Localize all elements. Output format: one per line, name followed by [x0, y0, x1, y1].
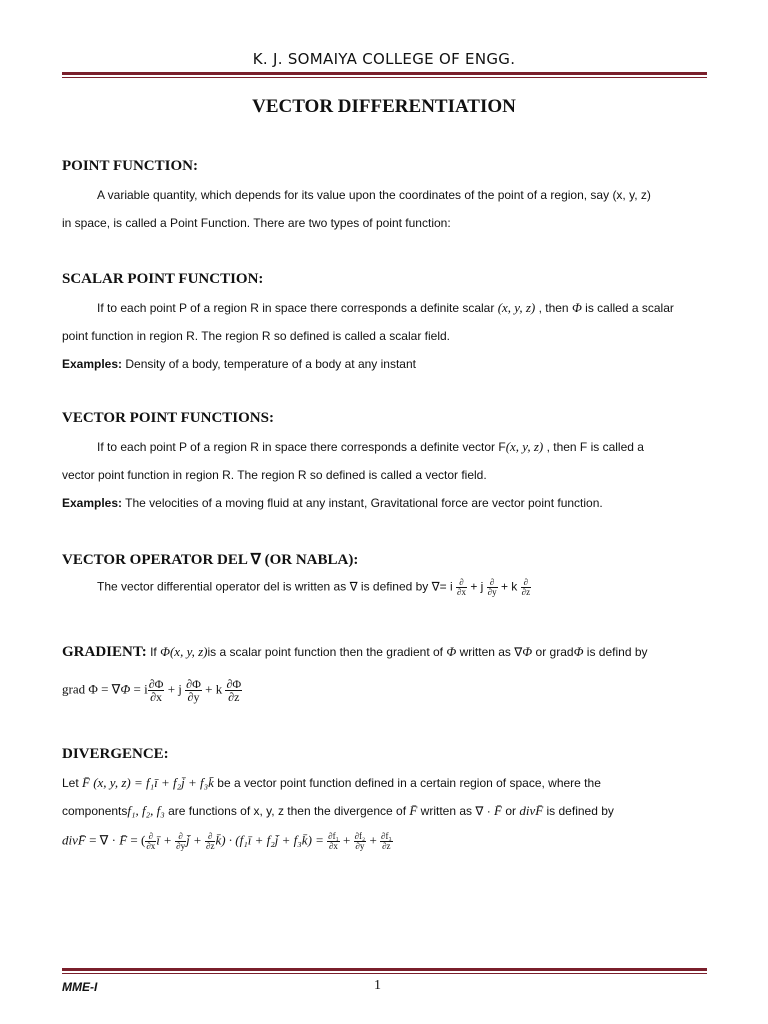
- vector-coords: (x, y, z): [505, 439, 544, 454]
- vector-line-2: vector point function in region R. The region R so defined is called a vector field.: [62, 468, 487, 482]
- point-function-line-2: in space, is called a Point Function. There are two types of point function:: [62, 216, 451, 230]
- scalar-coords: (x, y, z): [497, 300, 536, 315]
- vector-field-expression: F̄ (x, y, z) = f₁ī + f₂j̄ + f₃k̄: [82, 775, 214, 790]
- heading-point-function: POINT FUNCTION:: [62, 158, 198, 174]
- div-df2-dy: $\frac{\text{∂f₂}}{\partial y}$: [354, 831, 366, 851]
- heading-del-operator: VECTOR OPERATOR DEL ∇ (OR NABLA):: [62, 552, 359, 568]
- college-header: K. J. SOMAIYA COLLEGE OF ENGG.: [252, 50, 516, 68]
- div-df1-dx: $\frac{\text{∂f₁}}{\partial x}$: [328, 831, 339, 851]
- del-dz-fraction: $\frac{\partial}{\partial z}$: [521, 577, 531, 597]
- del-dx-fraction: $\frac{\partial}{\partial x}$: [457, 577, 466, 597]
- footer-rule: [62, 968, 707, 974]
- page-number: 1: [374, 978, 381, 993]
- page-title: VECTOR DIFFERENTIATION: [252, 96, 516, 117]
- div-op-dy: $\frac{\partial}{\partial y}$: [176, 831, 186, 851]
- vector-examples: Examples: The velocities of a moving fluid at any instant, Gravitational force are vector point function.: [62, 496, 603, 510]
- header-rule: [62, 72, 707, 78]
- divergence-line-2: componentsf₁, f₂, f₃ are functions of x, y, z then the divergence of F̄ written as ∇ · F̄ or divF̄ is defined by: [62, 803, 614, 818]
- heading-gradient: GRADIENT:: [62, 644, 147, 660]
- vector-line-1: If to each point P of a region R in space there corresponds a definite vector F(x, y, z) , then F is called a: [97, 439, 644, 454]
- scalar-examples: Examples: Density of a body, temperature of a body at any instant: [62, 357, 416, 371]
- heading-divergence: DIVERGENCE:: [62, 746, 169, 762]
- divergence-equation: divF̄ = ∇ · F̄ = ( $\frac{\partial}{\partial x}$ ī + $\frac{\partial}{\partial y}$ j̄ + $\frac{\partial}{\partial z}$ k̄) · (f₁ī + f₂j̄ + f₃k̄) = $\frac{\text{∂f₁}}{\partial x}$ + $\frac{\text{∂f₂}}{\partial y}$ + $\frac{\text{∂f₃}}{\partial z}$: [62, 831, 392, 851]
- del-definition: The vector differential operator del is written as ∇ is defined by ∇= i $\frac{\partial}{\partial x}$ + j $\frac{\partial}{\partial y}$ + k $\frac{\partial}{\partial z}$: [97, 577, 531, 597]
- grad-dy-fraction: $\frac{\partial\Phi}{\partial y}$: [186, 677, 201, 704]
- del-dy-fraction: $\frac{\partial}{\partial y}$: [487, 577, 497, 597]
- divergence-line-1: Let F̄ (x, y, z) = f₁ī + f₂j̄ + f₃k̄ be a vector point function defined in a certain region of space, where the: [62, 775, 601, 790]
- div-df3-dz: $\frac{\text{∂f₃}}{\partial z}$: [381, 831, 392, 851]
- gradient-definition: GRADIENT: If Φ(x, y, z)is a scalar point function then the gradient of Φ written as ∇Φ or gradΦ is defind by: [62, 644, 648, 660]
- div-op-dx: $\frac{\partial}{\partial x}$: [146, 831, 156, 851]
- gradient-equation: grad Φ = ∇Φ = i $\frac{\partial\Phi}{\partial x}$ + j $\frac{\partial\Phi}{\partial y}$ + k $\frac{\partial\Phi}{\partial z}$: [62, 677, 242, 704]
- footer-course: MME-I: [62, 980, 98, 994]
- scalar-line-2: point function in region R. The region R so defined is called a scalar field.: [62, 329, 451, 343]
- point-function-line-1: A variable quantity, which depends for its value upon the coordinates of the point of a region, say (x, y, z): [97, 188, 651, 202]
- heading-vector-point-functions: VECTOR POINT FUNCTIONS:: [62, 410, 274, 426]
- grad-dz-fraction: $\frac{\partial\Phi}{\partial z}$: [226, 677, 242, 704]
- grad-dx-fraction: $\frac{\partial\Phi}{\partial x}$: [148, 677, 164, 704]
- heading-scalar-point-function: SCALAR POINT FUNCTION:: [62, 271, 264, 287]
- phi-symbol: Φ: [571, 300, 582, 315]
- div-op-dz: $\frac{\partial}{\partial z}$: [206, 831, 215, 851]
- scalar-line-1: If to each point P of a region R in space there corresponds a definite scalar (x, y, z) , then Φ is called a scalar: [97, 300, 674, 315]
